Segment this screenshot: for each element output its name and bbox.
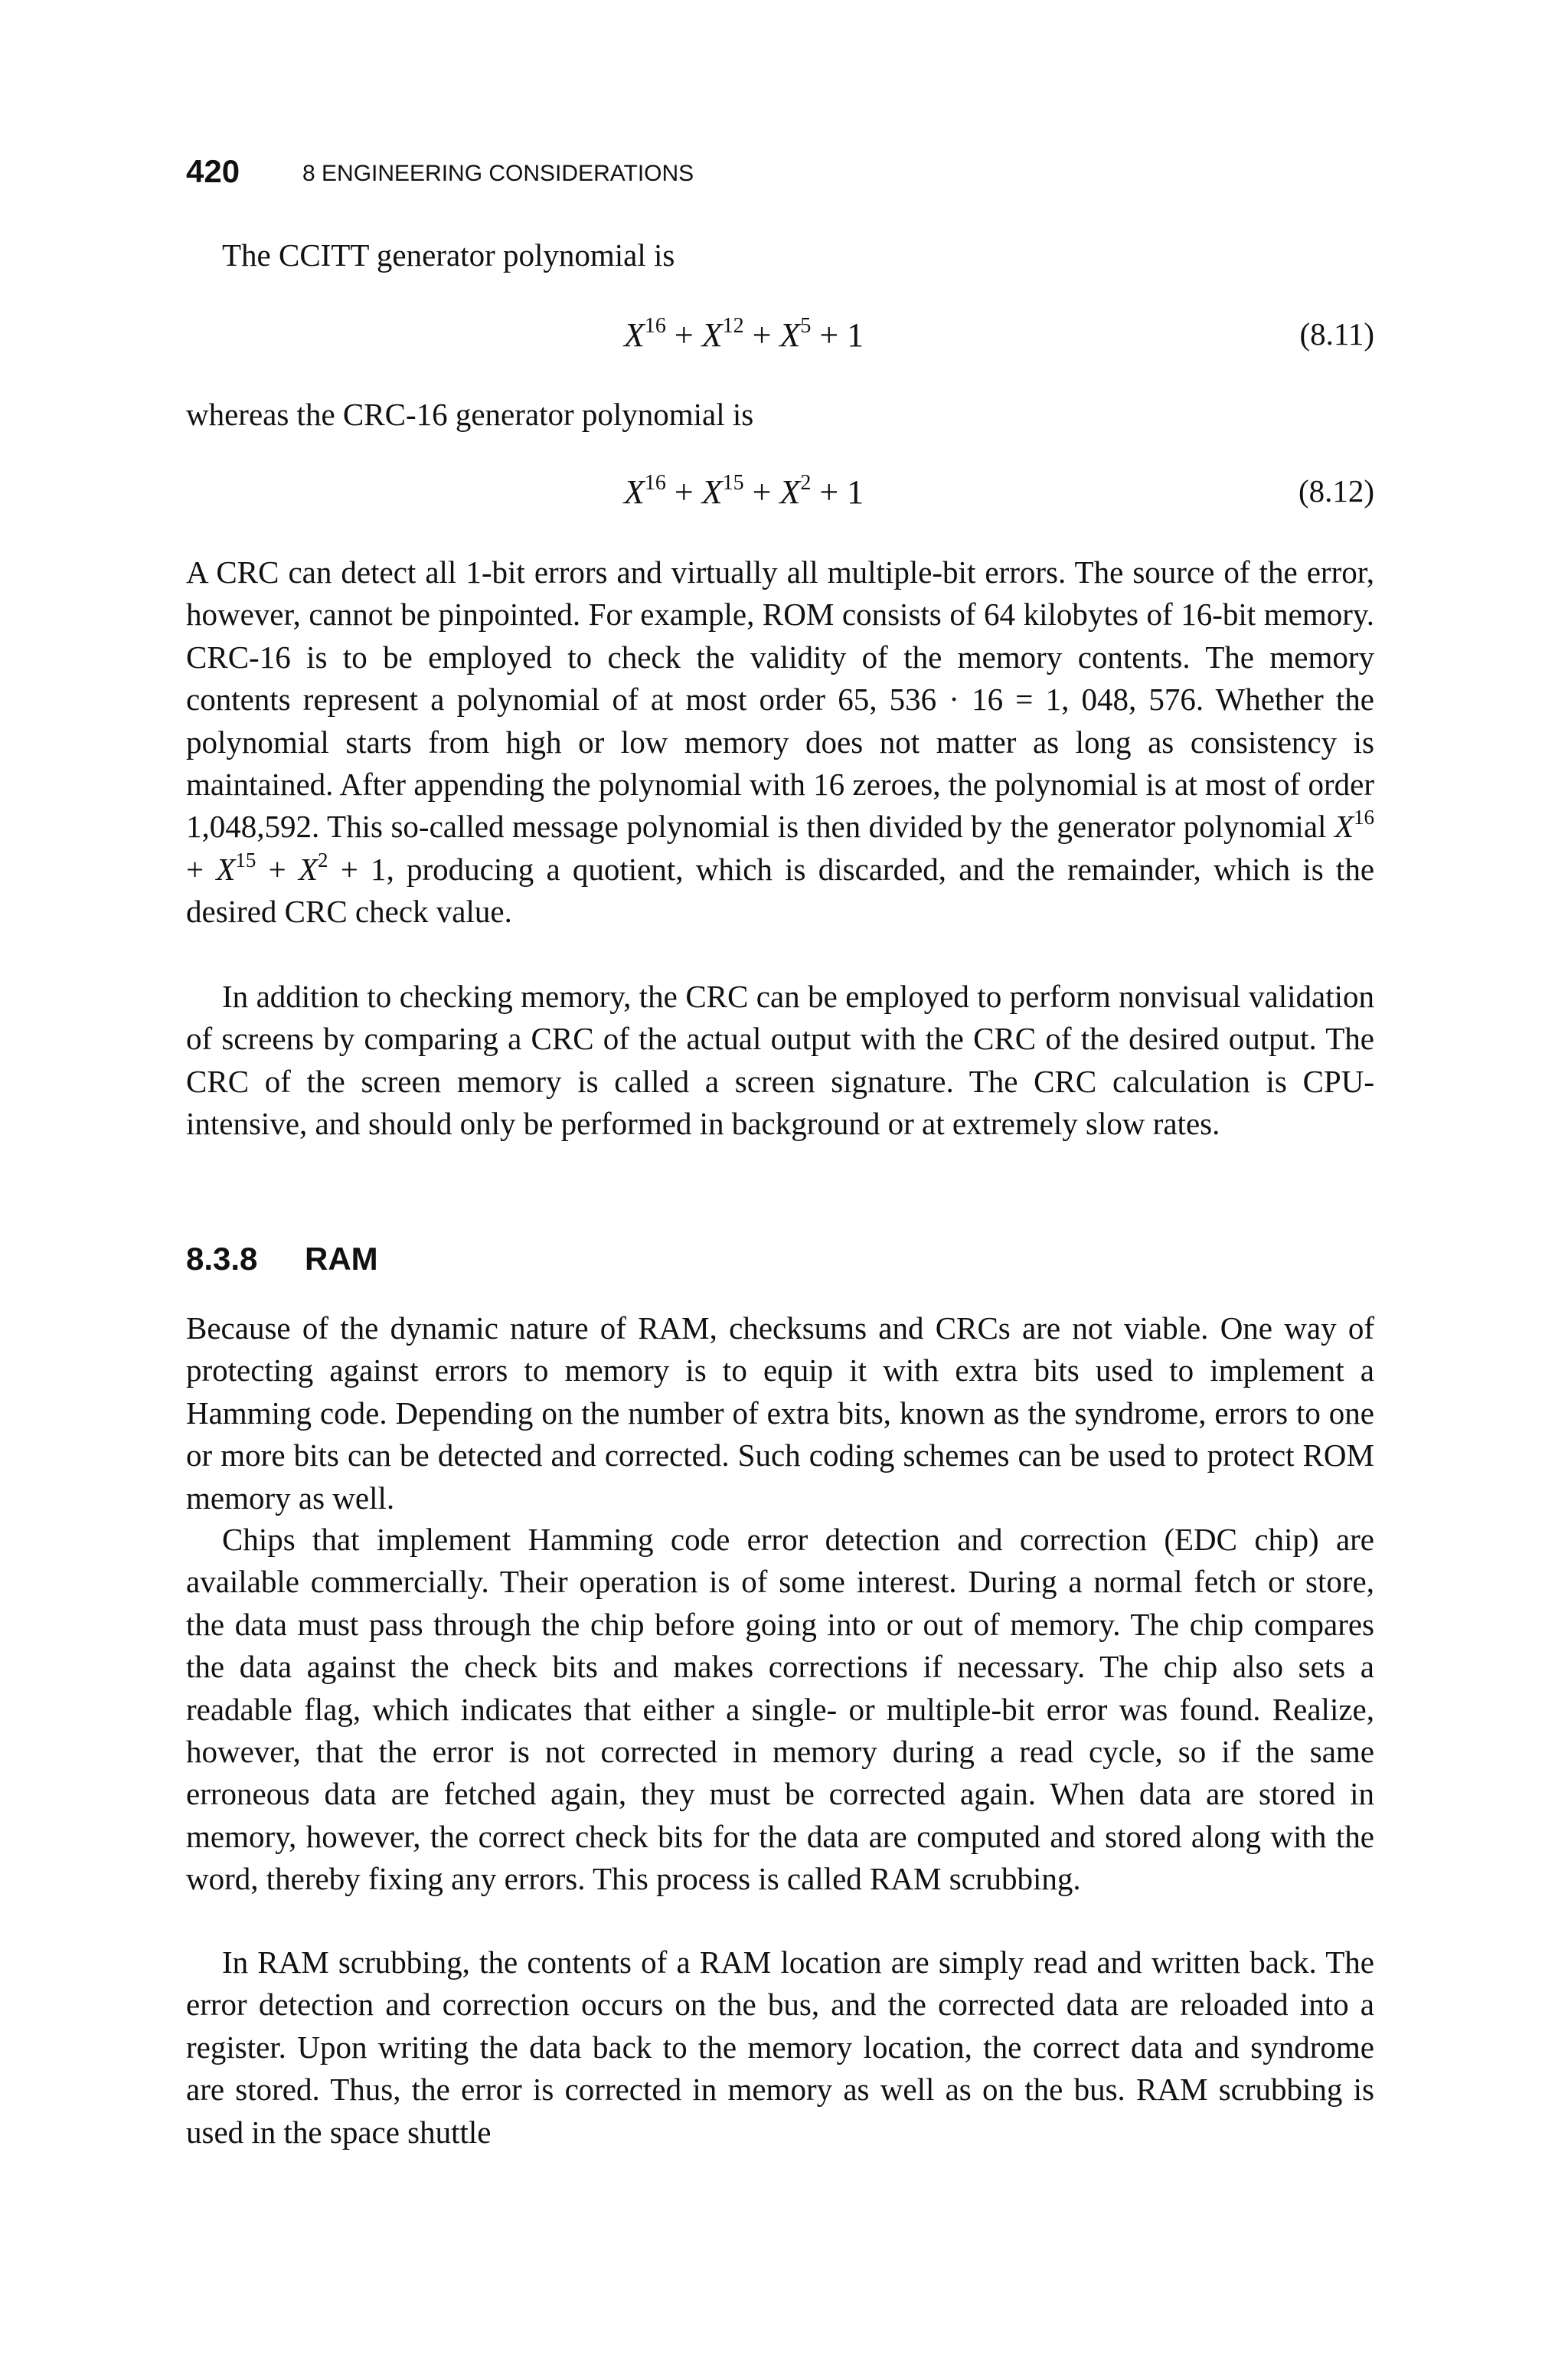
inline-polynomial: $X^{16} + X^{15} + X^2 + 1$ [186, 806, 1374, 887]
paragraph-crc-detection: A CRC can detect all 1-bit errors and virtually all multiple-bit errors. The source of the error, however, cannot be pinpointed. For example, ROM consists of 64 kilobytes of 16-bit memory. CRC-16 is to be employed to check the validity of the memory contents. The memory contents represent a polynomial of at most order 65, 536 · 16 = 1, 048, 576. Whether the polynomial starts from high or low memory does not matter as long as consistency is maintained. After appending the polynomial with 16 zeroes, the polynomial is at most of order 1,048,592. This so-called message polynomial is then divided by the generator polynomial $X^{16} + X^{15} + X^2 + 1$, producing a quotient, which is discarded, and the remainder, which is the desired CRC check value. [186, 554, 1375, 930]
section-number: 8.3.8 [186, 1241, 258, 1277]
equation-number: (8.12) [1298, 473, 1374, 509]
paragraph-edc-chip: Chips that implement Hamming code error detection and correction (EDC chip) are available commercially. Their operation is of some interest. During a normal fetch or store, the data must pass through the chip before going into or out of memory. The chip compares the data against the check bits and makes corrections if necessary. The chip also sets a readable flag, which indicates that either a single- or multiple-bit error was found. Realize, however, that the error is not corrected in memory during a read cycle, so if the same erroneous data are fetched again, they must be corrected again. When data are stored in memory, however, the correct check bits for the data are computed and stored along with the word, thereby fixing any errors. This process is called RAM scrubbing. [186, 1522, 1374, 1897]
equation-expression: $X^{16} + X^{12} + X^5 + 1$ [624, 314, 864, 354]
paragraph-ram-scrubbing: In RAM scrubbing, the contents of a RAM location are simply read and written back. The error detection and correction occurs on the bus, and the corrected data are reloaded into a register. Upon writing the data back to the memory location, the correct data and syndrome are stored. Thus, the error is corrected in memory as well as on the bus. RAM scrubbing is used in the space shuttle [186, 1944, 1374, 2150]
intro-ccitt-text: The CCITT generator polynomial is [222, 237, 675, 273]
running-head [186, 153, 694, 190]
chapter-title: 8 ENGINEERING CONSIDERATIONS [302, 161, 694, 186]
paragraph-ram-checksums: Because of the dynamic nature of RAM, checksums and CRCs are not viable. One way of protecting against errors to memory is to equip it with extra bits used to implement a Hamming code. Depending on the number of extra bits, known as the syndrome, errors to one or more bits can be detected and corrected. Such coding schemes can be used to protect ROM memory as well. [186, 1310, 1374, 1516]
section-heading [186, 1241, 378, 1277]
section-title: RAM [305, 1241, 378, 1277]
equation-8-12 [186, 473, 1374, 518]
paragraph-screen-signature: In addition to checking memory, the CRC can be employed to perform nonvisual validation of screens by comparing a CRC of the actual output with the CRC of the desired output. The CRC of the screen memory is called a screen signature. The CRC calculation is CPU-intensive, and should only be performed in background or at extremely slow rates. [186, 979, 1374, 1142]
equation-expression: $X^{16} + X^{15} + X^2 + 1$ [624, 471, 864, 511]
equation-8-11 [186, 316, 1374, 361]
equation-number: (8.11) [1299, 316, 1374, 352]
intro-crc16-text: whereas the CRC-16 generator polynomial is [186, 397, 754, 432]
page-number: 420 [186, 153, 240, 189]
